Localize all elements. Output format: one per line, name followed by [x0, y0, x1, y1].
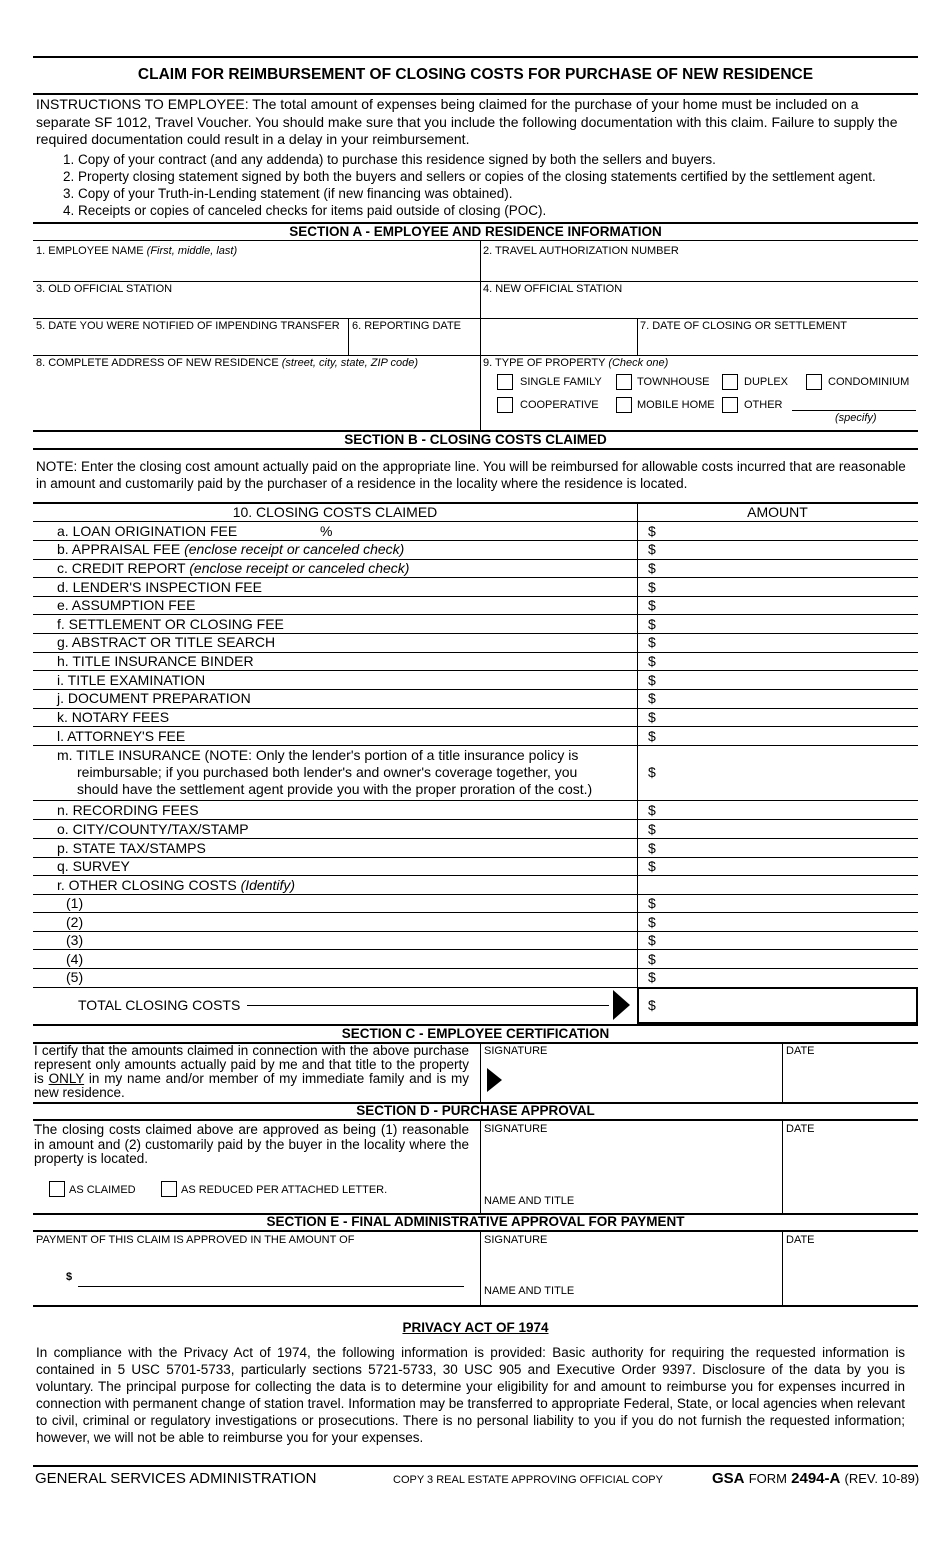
cost-row-city-county: o. CITY/COUNTY/TAX/STAMP [57, 821, 249, 837]
loan-origination-percent-field[interactable] [290, 523, 350, 539]
other-cost-description-field[interactable] [100, 969, 630, 985]
currency-sign: $ [648, 690, 656, 706]
currency-sign: $ [648, 764, 656, 780]
title-insurance-line: m. TITLE INSURANCE (NOTE: Only the lender's portion of a title insurance policy is [57, 747, 579, 763]
currency-sign: $ [648, 932, 656, 948]
amount-column-header: AMOUNT [747, 504, 808, 520]
currency-sign: $ [648, 969, 656, 985]
cost-row-credit-report: c. CREDIT REPORT (enclose receipt or canceled check) [57, 560, 410, 576]
employee-certification-text: I certify that the amounts claimed in connection with the above purchase represent only amounts actually paid by me and that title to the property is ONLY in my name and/or member of my immediate family and is my new residence. [34, 1043, 470, 1100]
title-insurance-line: should have the settlement agent provide you with the proper proration of the cost.) [77, 781, 593, 797]
cost-row-assumption: e. ASSUMPTION FEE [57, 597, 196, 613]
other-cost-description-field[interactable] [100, 932, 630, 948]
cost-row-appraisal: b. APPRAISAL FEE (enclose receipt or canceled check) [57, 541, 405, 557]
property-type-label: 9. TYPE OF PROPERTY (Check one) [483, 357, 669, 369]
as-reduced-label: AS REDUCED PER ATTACHED LETTER. [181, 1184, 388, 1196]
cost-row-abstract: g. ABSTRACT OR TITLE SEARCH [57, 634, 276, 650]
total-amount-box[interactable] [637, 987, 918, 1024]
amount-field[interactable] [660, 579, 910, 595]
cost-row-settlement: f. SETTLEMENT OR CLOSING FEE [57, 616, 284, 632]
amount-field[interactable] [660, 969, 910, 985]
travel-authorization-label: 2. TRAVEL AUTHORIZATION NUMBER [483, 245, 679, 257]
currency-sign: $ [648, 579, 656, 595]
privacy-act-title: PRIVACY ACT OF 1974 [402, 1320, 549, 1335]
signature-label: SIGNATURE [484, 1045, 548, 1057]
doc-item: 1. Copy of your contract (and any addenda) to purchase this residence signed by both the sellers and buyers. [63, 152, 716, 167]
form-title: CLAIM FOR REIMBURSEMENT OF CLOSING COSTS FOR PURCHASE OF NEW RESIDENCE [137, 66, 814, 83]
mobile-home-checkbox[interactable] [616, 397, 632, 413]
travel-authorization-field[interactable] [483, 258, 913, 278]
reporting-date-label: 6. REPORTING DATE [352, 320, 462, 332]
cooperative-label: COOPERATIVE [520, 399, 599, 411]
reporting-date-field[interactable] [352, 334, 632, 352]
condominium-label: CONDOMINIUM [828, 376, 910, 388]
closing-date-label: 7. DATE OF CLOSING OR SETTLEMENT [640, 320, 847, 332]
arrow-right-icon [487, 1068, 502, 1092]
currency-sign: $ [648, 840, 656, 856]
currency-sign: $ [648, 634, 656, 650]
amount-field[interactable] [660, 840, 910, 856]
currency-sign: $ [648, 523, 656, 539]
section-a-title: SECTION A - EMPLOYEE AND RESIDENCE INFORMATION [289, 224, 662, 239]
townhouse-label: TOWNHOUSE [637, 376, 710, 388]
new-residence-address-label: 8. COMPLETE ADDRESS OF NEW RESIDENCE (street, city, state, ZIP code) [36, 357, 419, 369]
amount-field[interactable] [660, 951, 910, 967]
currency-sign: $ [648, 616, 656, 632]
form-number: GSA FORM 2494-A (REV. 10-89) [712, 1470, 920, 1487]
closing-date-field[interactable] [640, 334, 913, 352]
date-label: DATE [786, 1123, 815, 1135]
name-and-title-label: NAME AND TITLE [484, 1195, 575, 1207]
payment-amount-field[interactable] [78, 1286, 464, 1287]
amount-field[interactable] [660, 541, 910, 557]
amount-field[interactable] [660, 672, 910, 688]
notified-date-label: 5. DATE YOU WERE NOTIFIED OF IMPENDING TRANSFER [36, 320, 340, 332]
notified-date-field[interactable] [36, 334, 344, 352]
amount-field[interactable] [660, 634, 910, 650]
other-checkbox[interactable] [722, 397, 738, 413]
section-c-title: SECTION C - EMPLOYEE CERTIFICATION [341, 1026, 610, 1041]
purchase-approval-date-field[interactable] [786, 1138, 914, 1208]
currency-sign: $ [648, 858, 656, 874]
other-cost-description-field[interactable] [100, 951, 630, 967]
cost-row-survey: q. SURVEY [57, 858, 130, 874]
section-b-note: NOTE: Enter the closing cost amount actually paid on the appropriate line. You will be reimbursed for allowable costs incurred that are reasonable in amount and customarily paid by the purchaser of a residence in the locality where the residence is located. [36, 459, 906, 491]
currency-sign: $ [648, 951, 656, 967]
doc-item: 2. Property closing statement signed by both the buyers and sellers or copies of the closing statements certified by the settlement agent. [63, 169, 876, 184]
date-label: DATE [786, 1045, 815, 1057]
as-reduced-checkbox[interactable] [161, 1181, 177, 1197]
as-claimed-label: AS CLAIMED [69, 1184, 136, 1196]
other-line-label: (5) [66, 969, 84, 985]
amount-field[interactable] [660, 895, 910, 911]
privacy-act-text: In compliance with the Privacy Act of 1974, the following information is provided: Basic authority for requiring the requested information is contained in 5 USC 5701-5733, particularly sections 5721-5733, 30 USC 905 and Executive Order 9397. Disclosure of the data by you is voluntary. The principal purpose for collecting the data is to determine your eligibility for and amount to reimburse you for expenses incurred in connection with permanent change of station travel. Information may be transferred to appropriate Federal, State, or local agencies when relevant to civil, criminal or regulatory investigations or prosecutions. There is no personal liability to you if you do not furnish the requested information; however, we will not be able to reimburse you for your expenses. [36, 1345, 905, 1445]
currency-sign: $ [648, 895, 656, 911]
single-family-checkbox[interactable] [497, 374, 513, 390]
date-label: DATE [786, 1234, 815, 1246]
payment-approval-label: PAYMENT OF THIS CLAIM IS APPROVED IN THE AMOUNT OF [36, 1234, 355, 1246]
currency-sign: $ [648, 728, 656, 744]
old-station-label: 3. OLD OFFICIAL STATION [36, 283, 173, 295]
condominium-checkbox[interactable] [806, 374, 822, 390]
employee-name-field[interactable] [36, 258, 476, 278]
currency-sign: $ [66, 1271, 73, 1283]
title-insurance-line: reimbursable; if you purchased both lender's and owner's coverage together, you [77, 764, 578, 780]
amount-field[interactable] [660, 690, 910, 706]
currency-sign: $ [648, 914, 656, 930]
amount-field[interactable] [660, 653, 910, 669]
amount-field[interactable] [660, 616, 910, 632]
currency-sign: $ [648, 653, 656, 669]
mobile-home-label: MOBILE HOME [637, 399, 715, 411]
cost-row-recording: n. RECORDING FEES [57, 802, 199, 818]
cost-row-document-prep: j. DOCUMENT PREPARATION [57, 690, 251, 706]
section-b-title: SECTION B - CLOSING COSTS CLAIMED [344, 432, 607, 447]
single-family-label: SINGLE FAMILY [520, 376, 602, 388]
name-and-title-label: NAME AND TITLE [484, 1285, 575, 1297]
cost-row-loan-origination: a. LOAN ORIGINATION FEE % [57, 523, 333, 539]
townhouse-checkbox[interactable] [616, 374, 632, 390]
other-line-label: (2) [66, 914, 84, 930]
percent-sign: % [320, 523, 333, 539]
old-station-field[interactable] [36, 296, 476, 316]
employee-date-field[interactable] [786, 1060, 914, 1098]
doc-item: 4. Receipts or copies of canceled checks for items paid outside of closing (POC). [63, 203, 547, 218]
new-residence-address-field[interactable] [36, 372, 476, 426]
currency-sign: $ [648, 560, 656, 576]
cost-row-lender-inspection: d. LENDER'S INSPECTION FEE [57, 579, 262, 595]
instructions: INSTRUCTIONS TO EMPLOYEE: The total amount of expenses being claimed for the purchase of your home must be included on a separate SF 1012, Travel Voucher. You should make sure that you include the following documentation with this claim. Failure to supply the required documentation could result in a delay in your reimbursement. [36, 96, 898, 147]
doc-item: 3. Copy of your Truth-in-Lending statement (if new financing was obtained). [63, 186, 513, 201]
purchase-approval-signature-field[interactable] [484, 1138, 777, 1190]
duplex-checkbox[interactable] [722, 374, 738, 390]
amount-field[interactable] [660, 858, 910, 874]
other-label: OTHER [744, 399, 783, 411]
final-approval-signature-field[interactable] [484, 1248, 777, 1280]
other-line-label: (1) [66, 895, 84, 911]
agency-name: GENERAL SERVICES ADMINISTRATION [35, 1470, 317, 1487]
cooperative-checkbox[interactable] [497, 397, 513, 413]
cost-row-other: r. OTHER CLOSING COSTS (Identify) [57, 877, 296, 893]
amount-field[interactable] [660, 821, 910, 837]
cost-row-notary: k. NOTARY FEES [57, 709, 170, 725]
cost-row-attorney: l. ATTORNEY'S FEE [57, 728, 186, 744]
duplex-label: DUPLEX [744, 376, 789, 388]
amount-field[interactable] [660, 560, 910, 576]
cost-row-state-tax: p. STATE TAX/STAMPS [57, 840, 206, 856]
currency-sign: $ [648, 997, 656, 1013]
amount-field[interactable] [660, 523, 910, 539]
purchase-approval-text: The closing costs claimed above are approved as being (1) reasonable in amount and (2) customarily paid by the buyer in the locality where the property is located. [34, 1122, 469, 1166]
other-cost-description-field[interactable] [100, 895, 630, 911]
other-specify-line[interactable] [792, 410, 916, 411]
amount-field[interactable] [660, 932, 910, 948]
final-approval-date-field[interactable] [786, 1248, 914, 1300]
cost-row-title-insurance [57, 747, 592, 798]
documentation-list [63, 151, 876, 219]
cost-row-title-examination: i. TITLE EXAMINATION [57, 672, 206, 688]
other-line-label: (3) [66, 932, 84, 948]
amount-field[interactable] [660, 802, 910, 818]
cost-row-title-binder: h. TITLE INSURANCE BINDER [57, 653, 254, 669]
closing-costs-column-header: 10. CLOSING COSTS CLAIMED [232, 504, 438, 520]
section-e-title: SECTION E - FINAL ADMINISTRATIVE APPROVAL FOR PAYMENT [266, 1214, 685, 1229]
as-claimed-checkbox[interactable] [49, 1181, 65, 1197]
section-d-title: SECTION D - PURCHASE APPROVAL [356, 1103, 595, 1118]
signature-label: SIGNATURE [484, 1234, 548, 1246]
employee-signature-field[interactable] [505, 1060, 777, 1098]
total-closing-costs-label: TOTAL CLOSING COSTS [78, 997, 241, 1013]
currency-sign: $ [648, 709, 656, 725]
other-line-label: (4) [66, 951, 84, 967]
arrow-right-icon [613, 990, 630, 1020]
employee-name-label: 1. EMPLOYEE NAME (First, middle, last) [36, 245, 238, 257]
specify-hint: (specify) [835, 412, 877, 424]
new-station-field[interactable] [483, 296, 913, 316]
new-station-label: 4. NEW OFFICIAL STATION [483, 283, 623, 295]
amount-field[interactable] [660, 709, 910, 725]
amount-field[interactable] [660, 597, 910, 613]
amount-field[interactable] [660, 728, 910, 744]
signature-label: SIGNATURE [484, 1123, 548, 1135]
currency-sign: $ [648, 672, 656, 688]
currency-sign: $ [648, 802, 656, 818]
copy-designation: COPY 3 REAL ESTATE APPROVING OFFICIAL COPY [393, 1474, 663, 1486]
amount-field[interactable] [660, 764, 910, 780]
other-cost-description-field[interactable] [100, 914, 630, 930]
currency-sign: $ [648, 821, 656, 837]
amount-field[interactable] [660, 914, 910, 930]
currency-sign: $ [648, 541, 656, 557]
currency-sign: $ [648, 597, 656, 613]
total-leader-line [247, 1005, 609, 1006]
